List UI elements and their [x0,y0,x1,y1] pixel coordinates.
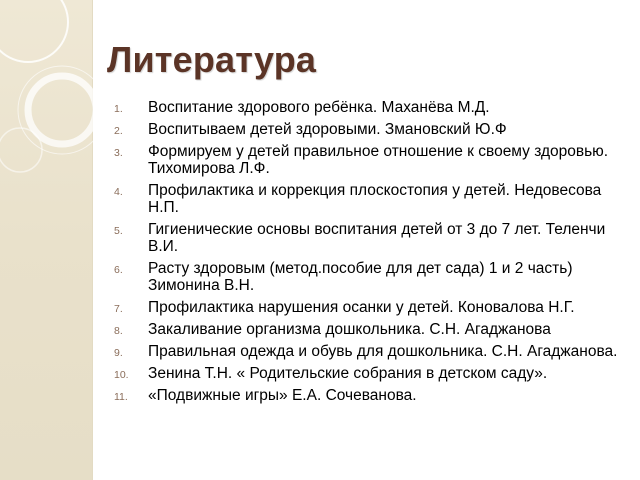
reference-number: 6. [114,264,123,276]
slide-title: Литература [107,39,317,80]
reference-text: Профилактика нарушения осанки у детей. Коновалова Н.Г. [148,299,575,316]
reference-text: Зенина Т.Н. « Родительские собрания в детском саду». [148,365,548,382]
reference-text: «Подвижные игры» Е.А. Сочеванова. [148,387,417,404]
reference-item [105,121,625,138]
reference-number: 9. [114,347,123,359]
reference-number: 8. [114,325,123,337]
reference-number: 10. [114,369,129,381]
reference-number: 3. [114,147,123,159]
reference-number: 2. [114,125,123,137]
reference-item [105,343,625,360]
reference-text: Воспитываем детей здоровыми. Змановский Ю.Ф [148,121,507,138]
left-decorative-band [0,0,93,480]
reference-item [105,221,625,255]
reference-number: 11. [114,391,128,403]
reference-text: Расту здоровым (метод.пособие для дет сада) 1 и 2 часть) Зимонина В.Н. [148,260,573,294]
reference-item [105,321,625,338]
reference-number: 1. [114,103,123,115]
reference-item [105,299,625,316]
reference-item [105,143,625,177]
reference-text: Правильная одежда и обувь для дошкольника. С.Н. Агаджанова. [148,343,618,360]
reference-number: 4. [114,186,123,198]
reference-text: Воспитание здорового ребёнка. Маханёва М.Д. [148,99,490,116]
reference-text: Профилактика и коррекция плоскостопия у детей. Недовесова Н.П. [148,182,602,216]
reference-item [105,260,625,294]
reference-text: Закаливание организма дошкольника. С.Н. Агаджанова [148,321,551,338]
reference-text: Формируем у детей правильное отношение к своему здоровью. Тихомирова Л.Ф. [148,143,609,177]
reference-text: Гигиенические основы воспитания детей от 3 до 7 лет. Теленчи В.И. [148,221,606,255]
references-list [105,99,625,409]
reference-number: 7. [114,303,123,315]
reference-item [105,182,625,216]
reference-number: 5. [114,225,123,237]
reference-item [105,365,625,382]
reference-item [105,99,625,116]
reference-item [105,387,625,404]
